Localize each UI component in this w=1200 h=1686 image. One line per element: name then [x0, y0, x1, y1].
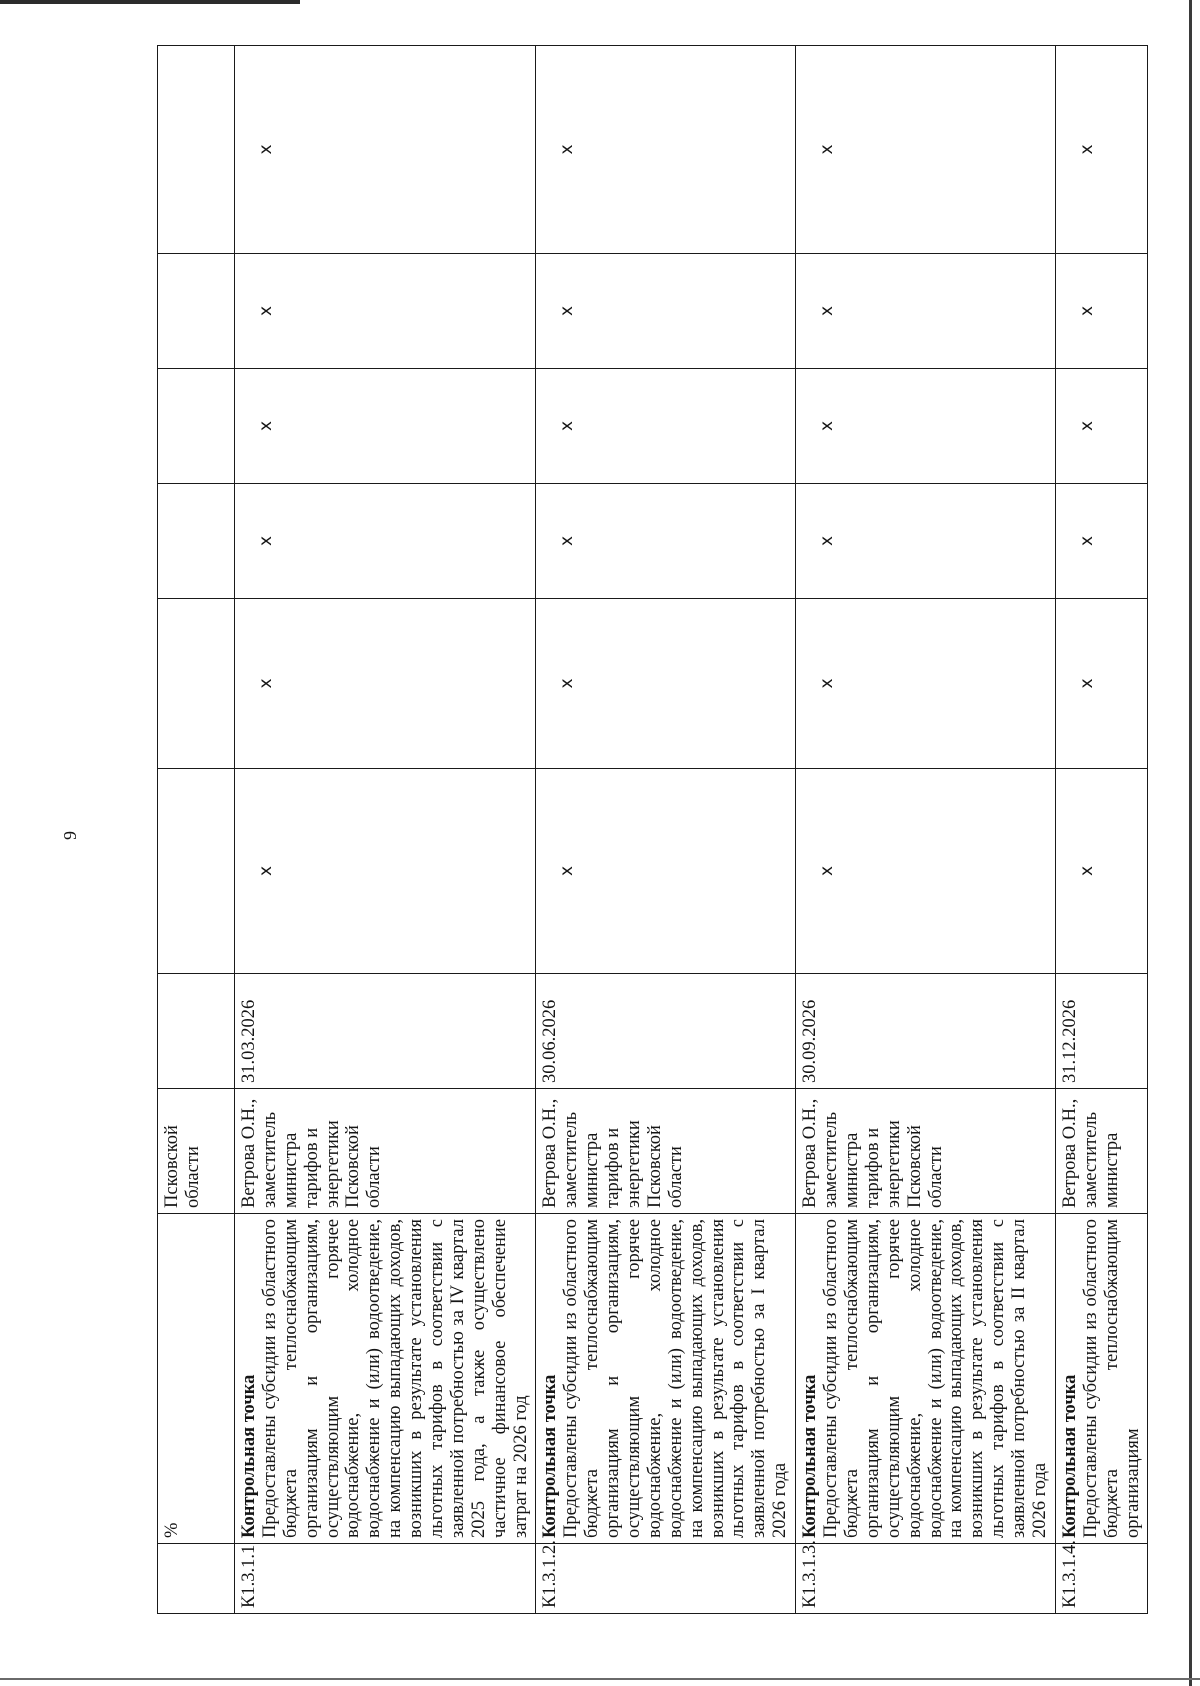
mark-cell [536, 769, 796, 974]
mark-cell [1055, 369, 1148, 484]
scan-edge-bottom [0, 1678, 1200, 1680]
header-empty-cell [158, 599, 235, 769]
header-empty-cell [158, 484, 235, 599]
row-code: К1.3.1.4. [1055, 1544, 1148, 1614]
row-code: К1.3.1.3. [796, 1544, 1056, 1614]
x-mark: x [817, 535, 838, 547]
row-description [796, 1214, 1056, 1544]
mark-cell [1055, 484, 1148, 599]
x-mark: x [557, 420, 578, 432]
scan-edge-right [1189, 0, 1192, 1686]
table-header-fragment-row [158, 46, 235, 1614]
x-mark: x [1076, 678, 1097, 689]
x-mark: x [1076, 535, 1097, 547]
x-mark: x [817, 144, 838, 155]
x-mark: x [1076, 144, 1097, 155]
mark-cell [796, 254, 1056, 369]
x-mark: x [1076, 305, 1097, 317]
rotated-page [157, 46, 1143, 1614]
header-empty-cell [158, 369, 235, 484]
mark-cell [1055, 769, 1148, 974]
control-point-title: Контрольная точка [1059, 1374, 1080, 1538]
mark-cell [235, 484, 536, 599]
header-percent-cell: % [158, 1214, 235, 1544]
x-mark: x [817, 305, 838, 317]
x-mark: x [256, 678, 276, 689]
table-row [235, 46, 536, 1614]
control-point-text: Предоставлены субсидии из областного бюджета теплоснабжающим организациям и организациям, осуществляющим горячее водоснабжение, холодное водоснабжение и (или) водоотведение, на компенсацию выпадающих доходов, возникших в результате установления льготных тарифов в соответствии с заявленной потребностью за I квартал 2026 года [561, 1219, 791, 1538]
x-mark: x [557, 678, 578, 689]
x-mark: x [256, 865, 276, 877]
control-point-text: Предоставлены субсидии из областного бюджета теплоснабжающим организациям [1080, 1219, 1143, 1538]
row-code: К1.3.1.1 [235, 1544, 536, 1614]
table-row [1055, 46, 1148, 1614]
mark-cell [235, 46, 536, 254]
mark-cell [536, 484, 796, 599]
mark-cell [235, 599, 536, 769]
x-mark: x [557, 535, 578, 547]
scan-edge-top [0, 0, 300, 4]
control-point-text: Предоставлены субсидии из областного бюджета теплоснабжающим организациям и организациям, осуществляющим горячее водоснабжение, холодное водоснабжение и (или) водоотведение, на компенсацию выпадающих доходов, возникших в результате установления льготных тарифов в соответствии с заявленной потребностью за IV квартал 2025 года, а также осуществлено частичное финансовое обеспечение затрат на 2026 год [259, 1219, 531, 1538]
x-mark: x [817, 678, 838, 689]
row-description [235, 1214, 536, 1544]
mark-cell [796, 599, 1056, 769]
mark-cell [1055, 254, 1148, 369]
x-mark: x [557, 865, 578, 877]
header-region-cell: Псковской области [158, 1089, 235, 1214]
row-date: 30.09.2026 [796, 974, 1056, 1089]
header-empty-cell [158, 254, 235, 369]
control-point-title: Контрольная точка [540, 1374, 561, 1538]
mark-cell [1055, 599, 1148, 769]
mark-cell [796, 484, 1056, 599]
mark-cell [796, 769, 1056, 974]
mark-cell [536, 46, 796, 254]
header-empty-cell [158, 974, 235, 1089]
mark-cell [536, 369, 796, 484]
row-responsible: Ветрова О.Н., заместитель министра тарифов и энергетики Псковской области [796, 1089, 1056, 1214]
mark-cell [235, 769, 536, 974]
control-point-title: Контрольная точка [800, 1374, 821, 1538]
x-mark: x [817, 865, 838, 877]
row-description [1055, 1214, 1148, 1544]
x-mark: x [256, 535, 276, 547]
mark-cell [536, 599, 796, 769]
row-description [536, 1214, 796, 1544]
control-points-table [157, 45, 1148, 1614]
row-date: 31.12.2026 [1055, 974, 1148, 1089]
row-code: К1.3.1.2. [536, 1544, 796, 1614]
x-mark: x [557, 305, 578, 317]
mark-cell [235, 369, 536, 484]
row-responsible: Ветрова О.Н., заместитель министра [1055, 1089, 1148, 1214]
mark-cell [796, 46, 1056, 254]
row-responsible: Ветрова О.Н., заместитель министра тарифов и энергетики Псковской области [235, 1089, 536, 1214]
header-empty-cell [158, 769, 235, 974]
x-mark: x [256, 420, 276, 432]
x-mark: x [1076, 420, 1097, 432]
mark-cell [235, 254, 536, 369]
row-date: 30.06.2026 [536, 974, 796, 1089]
header-empty-cell [158, 46, 235, 254]
row-date: 31.03.2026 [235, 974, 536, 1089]
x-mark: x [1076, 865, 1097, 877]
x-mark: x [256, 144, 276, 155]
header-empty-cell [158, 1544, 235, 1614]
table-row [796, 46, 1056, 1614]
x-mark: x [817, 420, 838, 432]
table-row [536, 46, 796, 1614]
mark-cell [796, 369, 1056, 484]
x-mark: x [256, 305, 276, 317]
control-point-title: Контрольная точка [239, 1374, 259, 1538]
x-mark: x [557, 144, 578, 155]
row-responsible: Ветрова О.Н., заместитель министра тарифов и энергетики Псковской области [536, 1089, 796, 1214]
control-point-text: Предоставлены субсидии из областного бюджета теплоснабжающим организациям и организациям, осуществляющим горячее водоснабжение, холодное водоснабжение и (или) водоотведение, на компенсацию выпадающих доходов, возникших в результате установления льготных тарифов в соответствии с заявленной потребностью за II квартал 2026 года [821, 1219, 1050, 1538]
page-number: 9 [60, 831, 80, 840]
mark-cell [1055, 46, 1148, 254]
mark-cell [536, 254, 796, 369]
